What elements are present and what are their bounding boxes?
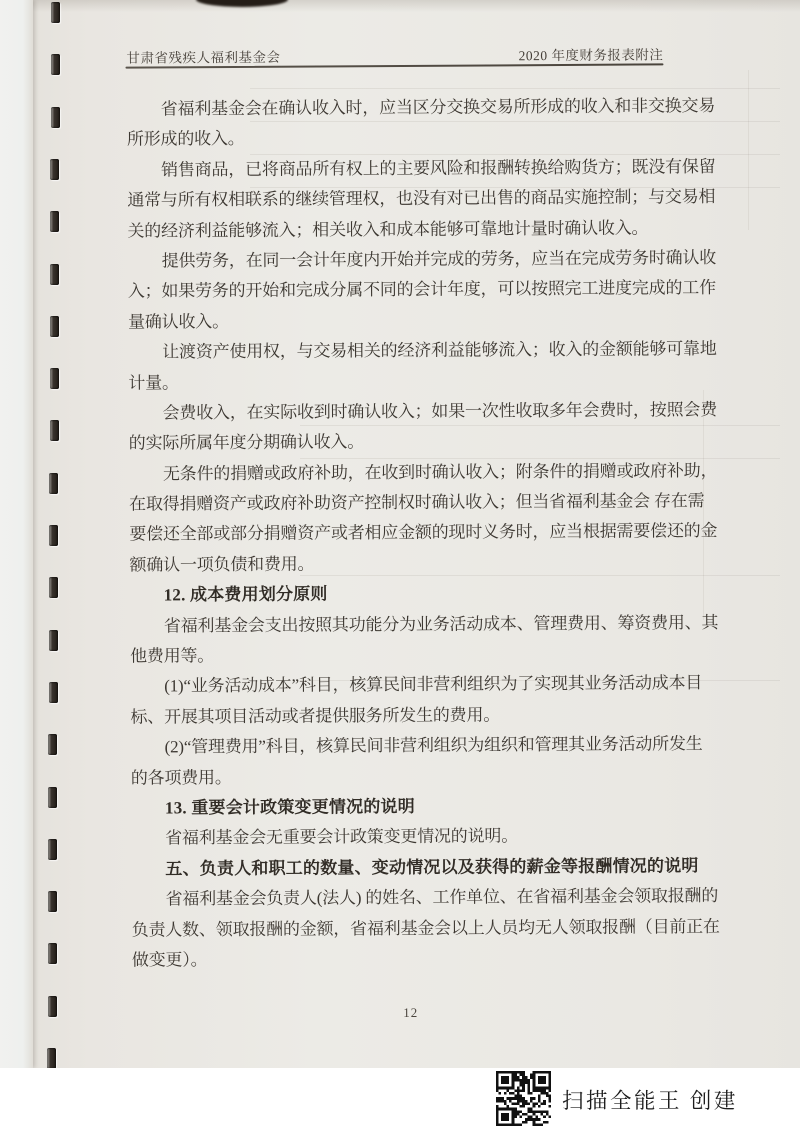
header-doc-title: 2020 年度财务报表附注 (518, 47, 664, 64)
text-line: 标、开展其项目活动或者提供服务所发生的费用。 (130, 705, 501, 727)
text-line: 额确认一项负债和费用。 (129, 554, 315, 575)
text-line: 的实际所属年度分期确认收入。 (128, 432, 365, 453)
text-line: 做变更）。 (131, 950, 208, 970)
text-line: (2)“管理费用”科目，核算民间非营利组织为组织和管理其业务活动所发生 (164, 734, 703, 757)
text-line: 量确认收入。 (127, 311, 229, 332)
text-line: 五、负责人和职工的数量、变动情况以及获得的薪金等报酬情况的说明 (165, 855, 699, 879)
text-line: 入；如果劳务的开始和完成分属不同的会计年度，可以按照完工进度完成的工作 (127, 278, 716, 302)
qr-code-icon (496, 1071, 551, 1126)
text-line: 提供劳务，在同一会计年度内开始并完成的劳务，应当在完成劳务时确认收 (161, 248, 717, 271)
text-line: 要偿还全部或部分捐赠资产或者相应金额的现时义务时，应当根据需要偿还的金 (129, 521, 718, 545)
text-line: 省福利基金会无重要会计政策变更情况的说明。 (165, 826, 519, 848)
text-line: 省福利基金会在确认收入时，应当区分交换交易所形成的收入和非交换交易 (160, 96, 716, 119)
text-line: 在取得捐赠资产或政府补助资产控制权时确认收入；但当省福利基金会 存在需 (129, 491, 705, 514)
page-body (126, 91, 720, 976)
text-line: 所形成的收入。 (126, 129, 245, 150)
text-line: 负责人数、领取报酬的金额，省福利基金会以上人员均无人领取报酬（目前正在 (131, 916, 720, 940)
scanner-watermark-text: 扫描全能王 创建 (562, 1089, 738, 1113)
text-line: 销售商品，已将商品所有权上的主要风险和报酬转换给购货方；既没有保留 (161, 156, 716, 180)
text-line: 让渡资产使用权，与交易相关的经济利益能够流入；收入的金额能够可靠地 (162, 339, 717, 362)
text-line: 12. 成本费用划分原则 (163, 584, 328, 605)
text-line: 省福利基金会负责人(法人) 的姓名、工作单位、在省福利基金会领取报酬的 (165, 886, 719, 909)
text-line: 省福利基金会支出按照其功能分为业务活动成本、管理费用、筹资费用、其 (163, 612, 719, 636)
text-line: 的各项费用。 (130, 767, 232, 788)
text-line: (1)“业务活动成本”科目，核算民间非营利组织为了实现其业务活动成本目 (164, 673, 703, 696)
text-line: 关的经济利益能够流入；相关收入和成本能够可靠地计量时确认收入。 (127, 218, 649, 241)
text-line: 13. 重要会计政策变更情况的说明 (164, 796, 415, 818)
text-line: 通常与所有权相联系的继续管理权，也没有对已出售的商品实施控制；与交易相 (127, 187, 716, 210)
text-line: 无条件的捐赠或政府补助，在收到时确认收入；附条件的捐赠或政府补助， (162, 460, 718, 484)
text-line: 会费收入，在实际收到时确认收入；如果一次性收取多年会费时，按照会费 (162, 399, 718, 423)
text-line: 他费用等。 (130, 646, 215, 666)
text-line: 计量。 (128, 372, 179, 393)
page-number: 12 (403, 1004, 419, 1020)
header-org-name: 甘肃省残疾人福利基金会 (126, 49, 281, 66)
